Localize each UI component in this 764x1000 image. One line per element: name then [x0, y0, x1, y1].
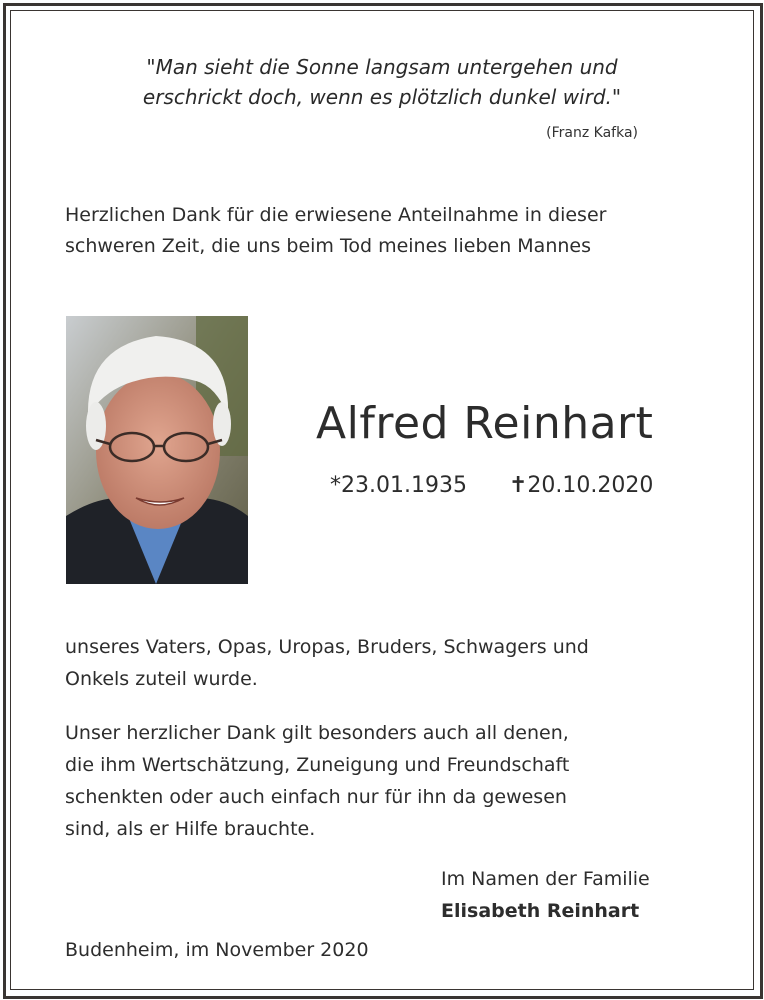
- intro-line-2: schweren Zeit, die uns beim Tod meines lieben Mannes: [65, 235, 591, 257]
- quote-line-2: erschrickt doch, wenn es plötzlich dunkel wird.": [142, 85, 622, 109]
- place-date: Budenheim, im November 2020: [65, 939, 369, 961]
- signature-name: Elisabeth Reinhart: [441, 900, 640, 922]
- life-dates: [330, 473, 653, 498]
- portrait-photo: [66, 316, 248, 584]
- thanks-line-4: sind, als er Hilfe brauchte.: [65, 818, 316, 840]
- thanks-line-2: die ihm Wertschätzung, Zuneigung und Freundschaft: [65, 754, 570, 776]
- quote-author: (Franz Kafka): [546, 125, 638, 141]
- deceased-name: Alfred Reinhart: [316, 398, 654, 449]
- thanks-line-3: schenkten oder auch einfach nur für ihn da gewesen: [65, 786, 567, 808]
- death-date: ✝20.10.2020: [508, 473, 654, 498]
- signature-intro: Im Namen der Familie: [441, 868, 650, 890]
- relations-line-2: Onkels zuteil wurde.: [65, 668, 258, 690]
- intro-line-1: Herzlichen Dank für die erwiesene Anteilnahme in dieser: [65, 204, 607, 226]
- relations-line-1: unseres Vaters, Opas, Uropas, Bruders, Schwagers und: [65, 636, 589, 658]
- birth-date: *23.01.1935: [330, 473, 467, 498]
- quote-line-1: "Man sieht die Sonne langsam untergehen und: [146, 55, 618, 79]
- thanks-line-1: Unser herzlicher Dank gilt besonders auch all denen,: [65, 722, 569, 744]
